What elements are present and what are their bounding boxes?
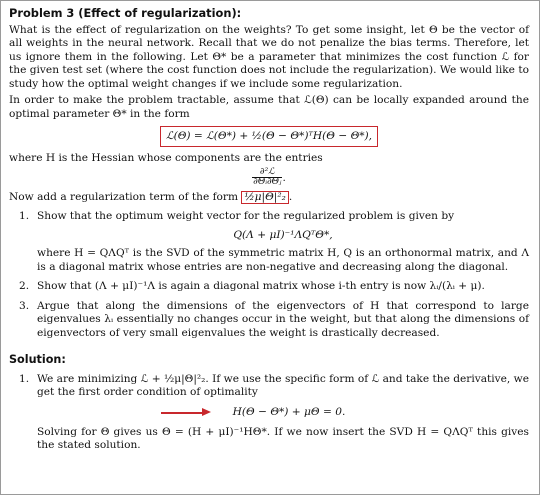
solution-title: Solution:	[9, 352, 66, 366]
problem-item-3	[19, 299, 529, 341]
regularization-term-highlight: ½μ|Θ|²₂	[241, 191, 288, 205]
problem-item-1-equation: Q(Λ + μI)⁻¹ΛQᵀΘ*,	[233, 228, 333, 241]
problem-item-3-number: 3.	[19, 299, 30, 312]
problem-item-2	[19, 280, 529, 294]
hessian-equation: $\frac{\text{∂²ℒ}}{\text{∂Θᵢ∂Θⱼ}}$ .	[253, 166, 286, 188]
solution-list	[19, 372, 529, 453]
problem-item-2-text: Show that (Λ + μI)⁻¹Λ is again a diagonal matrix whose i-th entry is now λᵢ/(λᵢ + μ).	[37, 280, 485, 293]
problem-item-2-number: 2.	[19, 280, 30, 293]
tractable-paragraph: In order to make the problem tractable, assume that ℒ(Θ) can be locally expanded around the optimal parameter Θ* in the form	[9, 94, 529, 120]
hessian-numerator: ∂²ℒ	[252, 168, 282, 178]
main-equation-block	[9, 126, 529, 147]
problem-item-3-text: Argue that along the dimensions of the eigenvectors of H that correspond to large eigenvalues λᵢ essentially no changes occur in the weight, but that along the dimensions of eigenvectors of very small eigenvalues the weight is drastically decreased.	[37, 299, 529, 340]
hessian-denominator: ∂Θᵢ∂Θⱼ	[253, 177, 282, 188]
problem-title: Problem 3 (Effect of regularization):	[9, 6, 242, 20]
problem-item-1-text: Show that the optimum weight vector for the regularized problem is given by	[37, 210, 455, 223]
regularization-paragraph: Now add a regularization term of the form ½μ|Θ|²₂ .	[9, 190, 293, 203]
solution-item-1-equation: H(Θ − Θ*) + μΘ = 0.	[232, 405, 346, 418]
problem-item-1	[19, 210, 529, 274]
problem-item-1-number: 1.	[19, 210, 30, 223]
red-arrow-icon	[161, 408, 211, 417]
problem-item-1-after: where H = QΛQᵀ is the SVD of the symmetric matrix H, Q is an orthonormal matrix, and Λ is a diagonal matrix whose entries are non-negative and decreasing along the diagonal.	[37, 247, 529, 273]
intro-paragraph: What is the effect of regularization on the weights? To get some insight, let Θ be the vector of all weights in the neural network. Recall that we do not penalize the bias terms. Therefore, let us ignore them in the following. Let Θ* be a parameter that minimizes the cost function ℒ for the given test set (where the cost function does not include the regularization). We would like to study how the optimal weight changes if we include some regularization.	[9, 23, 529, 90]
main-equation-highlight-box	[160, 126, 378, 147]
solution-item-1-text: We are minimizing ℒ + ½μ|Θ|²₂. If we use the specific form of ℒ and take the derivative, we get the first order condition of optimality	[37, 372, 529, 399]
regularization-text: Now add a regularization term of the form	[9, 190, 239, 203]
solution-item-1-number: 1.	[19, 372, 30, 385]
solution-equation-row	[37, 406, 529, 420]
main-equation: ℒ(Θ) = ℒ(Θ*) + ½(Θ − Θ*)ᵀH(Θ − Θ*),	[165, 130, 373, 143]
problem-list	[19, 210, 529, 340]
solution-item-1	[19, 372, 529, 453]
hessian-fraction	[252, 168, 282, 188]
hessian-paragraph: where H is the Hessian whose components are the entries	[9, 152, 323, 165]
solution-item-1-after: Solving for Θ gives us Θ = (H + μI)⁻¹HΘ*. If we now insert the SVD H = QΛQᵀ this gives the stated solution.	[37, 425, 529, 452]
